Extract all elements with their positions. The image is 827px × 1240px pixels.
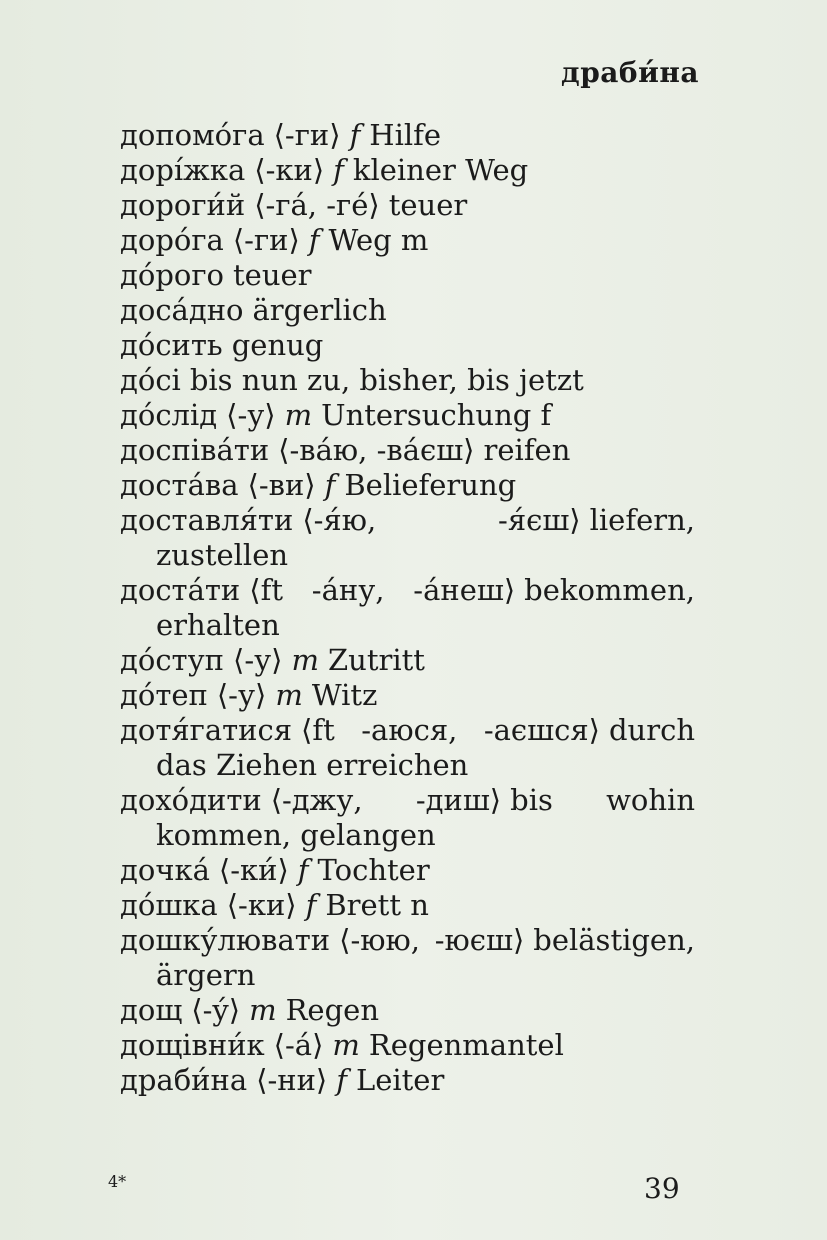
dictionary-entry [120, 783, 695, 853]
dictionary-entry [120, 1063, 695, 1098]
dictionary-entry [120, 853, 695, 888]
dictionary-entry [120, 223, 695, 258]
entry-meaning: Leiter [355, 1063, 445, 1097]
entry-headword: доспівáти [120, 433, 270, 467]
dictionary-entry [120, 1028, 695, 1063]
dictionary-entry [120, 573, 695, 643]
dictionary-entry [120, 118, 695, 153]
entry-meaning: Tochter [317, 853, 430, 887]
entry-forms: ⟨-юю, -юєш⟩ [339, 923, 525, 957]
entry-headword: дорóга [120, 223, 224, 257]
entry-headword: драби́на [120, 1063, 248, 1097]
dictionary-entry [120, 293, 695, 328]
entry-gender: m [332, 1028, 360, 1062]
entry-headword: дороги́й [120, 188, 246, 222]
entry-gender: f [305, 888, 317, 922]
page-number: 39 [644, 1172, 680, 1205]
entry-headword: дощ [120, 993, 183, 1027]
entry-forms: ⟨-джу, -диш⟩ [270, 783, 502, 817]
entry-meaning: Belieferung [344, 468, 517, 502]
entry-meaning: Zutritt [328, 643, 425, 677]
entry-gender: m [275, 678, 303, 712]
entry-forms: ⟨-ки́⟩ [218, 853, 289, 887]
entry-meaning: Brett n [325, 888, 429, 922]
entry-headword: дóсі [120, 363, 181, 397]
dictionary-entry [120, 433, 695, 468]
entry-meaning: bis wohin kommen, gelangen [156, 783, 695, 852]
entry-forms: ⟨-я́ю, -я́єш⟩ [302, 503, 581, 537]
entry-forms: ⟨-ви⟩ [247, 468, 316, 502]
dictionary-entry [120, 468, 695, 503]
entry-headword: досáдно [120, 293, 244, 327]
entry-forms: ⟨-гá, -гé⟩ [254, 188, 380, 222]
entry-headword: дочкá [120, 853, 210, 887]
entry-headword: дохóдити [120, 783, 262, 817]
dictionary-entries [120, 118, 695, 1098]
dictionary-entry [120, 923, 695, 993]
entry-headword: дóтеп [120, 678, 208, 712]
entry-headword: достáти [120, 573, 241, 607]
entry-meaning: Regen [285, 993, 379, 1027]
dictionary-entry [120, 643, 695, 678]
dictionary-entry [120, 328, 695, 363]
entry-headword: достáва [120, 468, 239, 502]
dictionary-entry [120, 503, 695, 573]
entry-gender: f [308, 223, 320, 257]
entry-meaning: Untersuchung f [321, 398, 552, 432]
entry-meaning: teuer [233, 258, 312, 292]
dictionary-entry [120, 888, 695, 923]
entry-meaning: kleiner Weg [352, 153, 529, 187]
entry-forms: ⟨-ки⟩ [254, 153, 325, 187]
dictionary-entry [120, 363, 695, 398]
entry-meaning: bekommen, erhalten [156, 573, 695, 642]
entry-meaning: liefern, zustellen [156, 503, 695, 572]
entry-headword: дотя́гатися [120, 713, 293, 747]
entry-headword: дóслід [120, 398, 218, 432]
entry-forms: ⟨-ги⟩ [273, 118, 341, 152]
entry-forms: ⟨-ки⟩ [226, 888, 297, 922]
entry-meaning: bis nun zu, bisher, bis jetzt [189, 363, 584, 397]
entry-forms: ⟨-у⟩ [216, 678, 267, 712]
entry-meaning: durch das Ziehen erreichen [156, 713, 695, 782]
entry-gender: f [324, 468, 336, 502]
entry-forms: ⟨-ни⟩ [256, 1063, 328, 1097]
entry-meaning: Hilfe [369, 118, 442, 152]
entry-forms: ⟨-у⟩ [226, 398, 276, 432]
entry-headword: дошку́лювати [120, 923, 331, 957]
entry-headword: доставля́ти [120, 503, 294, 537]
dictionary-entry [120, 188, 695, 223]
dictionary-entry [120, 398, 695, 433]
entry-gender: m [291, 643, 319, 677]
dictionary-entry [120, 993, 695, 1028]
entry-meaning: genug [231, 328, 324, 362]
entry-headword: дóрого [120, 258, 224, 292]
entry-gender: m [249, 993, 277, 1027]
entry-gender: f [333, 153, 344, 187]
entry-headword: дóшка [120, 888, 218, 922]
entry-meaning: teuer [388, 188, 468, 222]
entry-headword: допомóга [120, 118, 265, 152]
entry-gender: f [349, 118, 361, 152]
entry-headword: дорíжка [120, 153, 246, 187]
entry-meaning: Regenmantel [368, 1028, 564, 1062]
entry-forms: ⟨-вáю, -вáєш⟩ [278, 433, 475, 467]
entry-meaning: Weg m [328, 223, 429, 257]
entry-meaning: reifen [483, 433, 571, 467]
entry-gender: f [297, 853, 309, 887]
entry-headword: дóступ [120, 643, 224, 677]
dictionary-entry [120, 153, 695, 188]
entry-gender: m [284, 398, 313, 432]
dictionary-entry [120, 713, 695, 783]
entry-gender: f [336, 1063, 347, 1097]
entry-forms: ⟨ft -áну, -áнеш⟩ [249, 573, 516, 607]
dictionary-entry [120, 258, 695, 293]
entry-forms: ⟨ft -аюся, -аєшся⟩ [301, 713, 600, 747]
entry-meaning: belästigen, ärgern [156, 923, 695, 992]
printer-signature: 4* [108, 1172, 127, 1191]
entry-forms: ⟨-á⟩ [273, 1028, 324, 1062]
entry-meaning: ärgerlich [252, 293, 387, 327]
entry-forms: ⟨-ý⟩ [191, 993, 241, 1027]
entry-forms: ⟨-у⟩ [233, 643, 283, 677]
entry-headword: дóсить [120, 328, 223, 362]
entry-headword: дощівни́к [120, 1028, 265, 1062]
entry-forms: ⟨-ги⟩ [232, 223, 300, 257]
dictionary-entry [120, 678, 695, 713]
entry-meaning: Witz [311, 678, 378, 712]
running-head: драби́на [561, 56, 699, 89]
